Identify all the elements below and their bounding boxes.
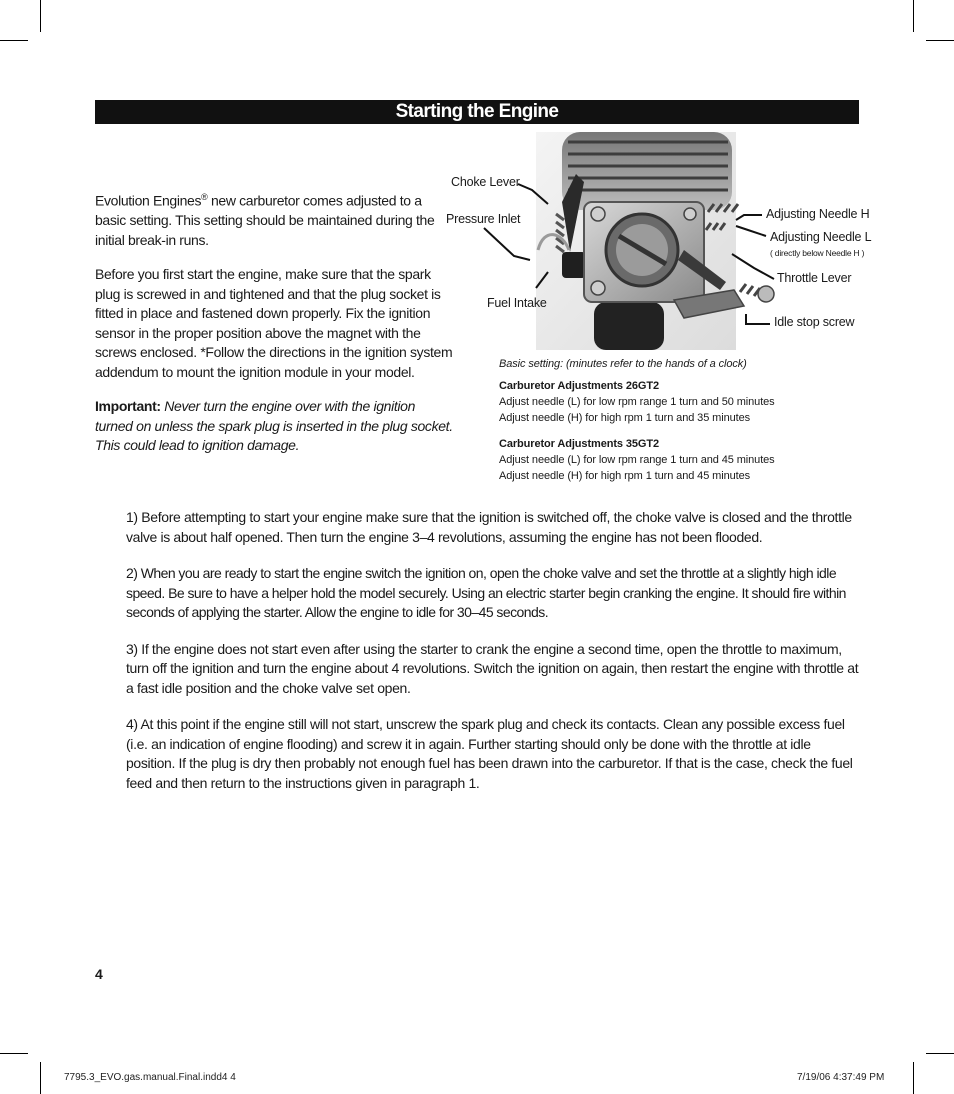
- callout-idle-stop-screw: Idle stop screw: [774, 315, 855, 329]
- crop-mark: [926, 40, 954, 41]
- adjustments-heading: Carburetor Adjustments 35GT2: [499, 438, 659, 450]
- starting-steps: [126, 508, 862, 810]
- slug-timestamp: 7/19/06 4:37:49 PM: [797, 1072, 885, 1083]
- adjustments-heading: Carburetor Adjustments 26GT2: [499, 380, 659, 392]
- page-number: 4: [95, 966, 103, 982]
- callout-needle-l-note: ( directly below Needle H ): [770, 248, 865, 258]
- step-paragraph: 2) When you are ready to start the engine switch the ignition on, open the choke valve and set the throttle at a slightly high idle speed. Be sure to have a helper hold the model securely. Using an electric starter begin cranking the engine. It should fire within seconds of applying the starter. Allow the engine to idle for 30–45 seconds.: [126, 565, 846, 620]
- step-paragraph: 4) At this point if the engine still will not start, unscrew the spark plug and check its contacts. Clean any possible excess fuel (i.e. an indication of engine flooding) and screw it in again. Further starting should only be done with the throttle at idle position. If the plug is dry then probably not enough fuel has been drawn into the carburetor. If that is the case, check the fuel feed and then return to the instructions given in paragraph 1.: [126, 716, 853, 791]
- callout-pressure-inlet: Pressure Inlet: [446, 212, 521, 226]
- callout-fuel-intake: Fuel Intake: [487, 296, 547, 310]
- crop-mark: [0, 40, 28, 41]
- adjustment-line: Adjust needle (L) for low rpm range 1 turn and 50 minutes: [499, 396, 775, 408]
- crop-mark: [913, 1062, 914, 1094]
- crop-mark: [0, 1053, 28, 1054]
- adjustment-line: Adjust needle (L) for low rpm range 1 turn and 45 minutes: [499, 454, 775, 466]
- adjustment-line: Adjust needle (H) for high rpm 1 turn and 45 minutes: [499, 470, 750, 482]
- adjustments-35gt2: [499, 436, 879, 484]
- adjustments-26gt2: [499, 378, 879, 426]
- step-paragraph: 3) If the engine does not start even after using the starter to crank the engine a second time, open the throttle to maximum, turn off the ignition and turn the engine about 4 revolutions. Switch the ignition on again, then restart the engine with throttle at a fast idle position and the choke valve set open.: [126, 640, 859, 696]
- adjustment-caption: [499, 356, 879, 494]
- adjustment-line: Adjust needle (H) for high rpm 1 turn and 35 minutes: [499, 412, 750, 424]
- callout-throttle-lever: Throttle Lever: [777, 271, 852, 285]
- carburetor-photo: [444, 132, 894, 354]
- crop-mark: [926, 1053, 954, 1054]
- callout-adjusting-needle-l: Adjusting Needle L: [770, 230, 872, 244]
- intro-paragraph: Evolution Engines® new carburetor comes adjusted to a basic setting. This setting should be maintained during the initial break-in runs.: [95, 192, 435, 248]
- crop-mark: [40, 0, 41, 32]
- intro-text: [95, 188, 455, 471]
- slug-filename: 7795.3_EVO.gas.manual.Final.indd4 4: [64, 1072, 236, 1083]
- important-label: Important:: [95, 398, 161, 415]
- callout-adjusting-needle-h: Adjusting Needle H: [766, 207, 870, 221]
- callout-choke-lever: Choke Lever: [451, 175, 520, 189]
- important-text: Never turn the engine over with the ignition turned on unless the spark plug is inserted in the plug socket. This could lead to ignition damage.: [95, 398, 453, 454]
- step-paragraph: 1) Before attempting to start your engine make sure that the ignition is switched off, the choke valve is closed and the throttle valve is about half opened. Then turn the engine 3–4 revolutions, assuming the engine has not been flooded.: [126, 509, 852, 545]
- crop-mark: [40, 1062, 41, 1094]
- important-note: [95, 397, 455, 456]
- intro-paragraph: Before you first start the engine, make sure that the spark plug is screwed in and tightened and that the plug socket is fitted in place and fastened down properly. Fix the ignition sensor in the proper position above the magnet with the screws enclosed. *Follow the directions in the ignition system addendum to mount the ignition module in your model.: [95, 266, 453, 380]
- crop-mark: [913, 0, 914, 32]
- basic-setting-note: Basic setting: (minutes refer to the hands of a clock): [499, 358, 747, 370]
- section-title: Starting the Engine: [95, 100, 859, 124]
